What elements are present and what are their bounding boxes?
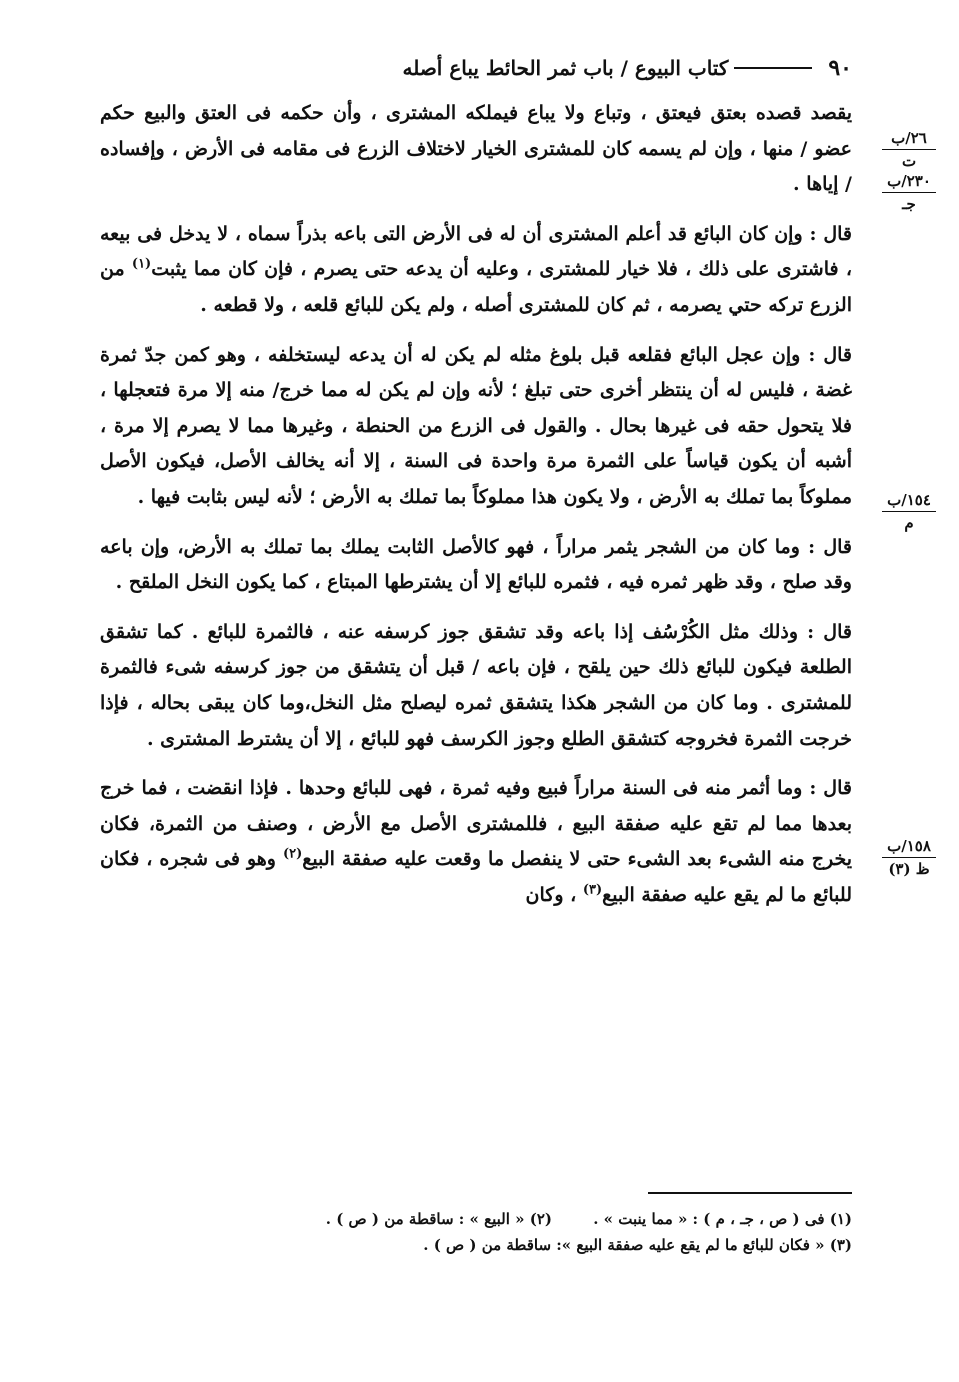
paragraph-text: من الزرع تركه حتي يصرمه ، ثم كان للمشترى أصله ، ولم يكن للبائع قلعه ، ولا قطعه . — [100, 258, 852, 316]
margin-note-rule — [882, 511, 936, 512]
paragraph-text: وإن كان البائع قد أعلم المشترى أن له فى الأرض التى باعه بذراً سماه ، لا يدخل فى بيعه ، فاشترى على ذلك ، فلا خيار للمشترى ، وعليه أن يدعه حتى يصرم ، فإن كان مما يثبت — [100, 222, 852, 281]
paragraph-text: وإن عجل البائع فقلعه قبل بلوغ مثله لم يكن له أن يدعه ليستخلفه ، وهو كمن جدّ ثمرة غضة ، فليس له أن ينتظر أخرى حتى تبلغ ؛ لأنه وإن لم يكن له مما خرج/ منه إلا مرة فتعجلها ، فلا يتحول حقه فى غيرها بحال . والقول فى الزرع من الحنطة ، وغيرها مما لا يصرم إلا مرة ، أشبه أن يكون قياساً على الثمرة مرة واحدة فى السنة ، إلا أنه يخالف الأصل، فيكون الأصل مملوكاً بما تملك به الأرض ، ولا يكون هذا مملوكاً بما تملك به الأرض ؛ لأنه ليس بثابت فيها . — [100, 343, 852, 508]
qala-label: قال : — [807, 620, 852, 643]
qala-label: قال : — [808, 343, 853, 366]
paragraph-text: وذلك مثل الكُرْسُف إذا باعه وقد تشقق جوز كرسفه عنه ، فالثمرة للبائع . كما تشقق الطلعة فيكون للبائع ذلك حين يلقح ، فإن باعه / قبل أن يتشقق من جوز كرسفه شىء فالثمرة للمشترى . وما كان من الشجر هكذا يتشقق ثمره ليصلح مثل النخل،وما كان يبقى بحاله ، فإذا خرجت الثمرة فخروجه كتشقق الطلع وجوز الكرسف فهو للبائع ، إلا أن يشترط المشترى . — [100, 620, 852, 750]
footnote: (١) فى ( ص ، جـ ، م ) : « مما ينبت » . — [593, 1210, 852, 1228]
margin-note-rule — [882, 192, 936, 193]
paragraph-text: ، وكان — [525, 883, 583, 906]
footnote-ref: (١) — [131, 257, 152, 273]
paragraph-text: وما أثمر منه فى السنة مراراً فبيع وفيه ثمرة ، فهى للبائع وحدها . فإذا انقضت ، فما خرج بعدها مما لم تقع عليه صفقة البيع ، فللمشترى الأصل مع الأرض ، وصنف من الثمرة، فكان يخرج منه الشىء بعد الشىء حتى لا ينفصل ما وقعت عليه صفقة البيع — [100, 777, 852, 871]
footnote-row — [100, 1206, 852, 1232]
margin-note-line: م — [904, 514, 914, 532]
margin-note-2 — [874, 490, 944, 533]
margin-note-rule — [882, 149, 936, 150]
margin-note-line: ت — [901, 152, 917, 170]
margin-note-line: ٢٣٠/ب — [887, 172, 931, 190]
paragraph-text: وما كان من الشجر يثمر مراراً ، فهو كالأصل الثابت يملك بما تملك به الأرض، وإن باعه وقد صلح ، وقد ظهر ثمره فيه ، فثمره للبائع إلا أن يشترطها المبتاع ، كما يكون النخل الملقح . — [100, 535, 852, 594]
margin-note-1 — [874, 128, 944, 214]
paragraph-3 — [100, 338, 852, 516]
footnote-ref: (٢) — [282, 846, 303, 862]
paragraph-4 — [100, 530, 852, 601]
paragraph-6 — [100, 771, 852, 913]
footnote: (٣) « فكان للبائع ما لم يقع عليه صفقة البيع »: ساقطة من ( ص ) . — [423, 1236, 852, 1254]
paragraph-2 — [100, 217, 852, 324]
qala-label: قال : — [809, 777, 852, 800]
footnotes — [100, 1206, 852, 1258]
paragraph-5 — [100, 615, 852, 757]
page-number: ٩٠ — [828, 55, 852, 81]
footnote-row — [100, 1232, 852, 1258]
running-header — [100, 50, 852, 86]
paragraph-text: يقصد قصده بعتق فيعتق ، وتباع ولا يباع فيملكه المشترى ، وأن حكمه فى العتق والبيع حكم عضو / منها ، وإن لم يسمه كان للمشترى الخيار لاختلاف الزرع فى مقامه فى الأرض ، وإفساده / إياها . — [100, 102, 852, 196]
margin-note-line: ظ (٣) — [888, 860, 930, 878]
paragraph-text: وهو فى شجره ، فكان للبائع ما لم يقع عليه صفقة البيع — [100, 848, 852, 906]
footnote-ref: (٣) — [582, 882, 603, 898]
margin-note-line: ١٥٤/ب — [887, 491, 931, 509]
footnote-rule — [648, 1192, 852, 1194]
margin-note-rule — [882, 857, 936, 858]
paragraph-1 — [100, 96, 852, 203]
margin-note-line: ١٥٨/ب — [887, 837, 931, 855]
qala-label: قال : — [809, 222, 852, 245]
footnote: (٢) « البيع » : ساقطة من ( ص ) . — [325, 1210, 552, 1228]
header-rule — [734, 67, 812, 69]
running-title: كتاب البيوع / باب ثمر الحائط يباع أصله — [402, 56, 729, 80]
margin-note-3 — [874, 836, 944, 879]
main-text — [100, 96, 852, 927]
margin-note-line: جـ — [902, 195, 916, 213]
qala-label: قال : — [808, 535, 852, 558]
margin-note-line: ٢٦/ب — [891, 129, 927, 147]
